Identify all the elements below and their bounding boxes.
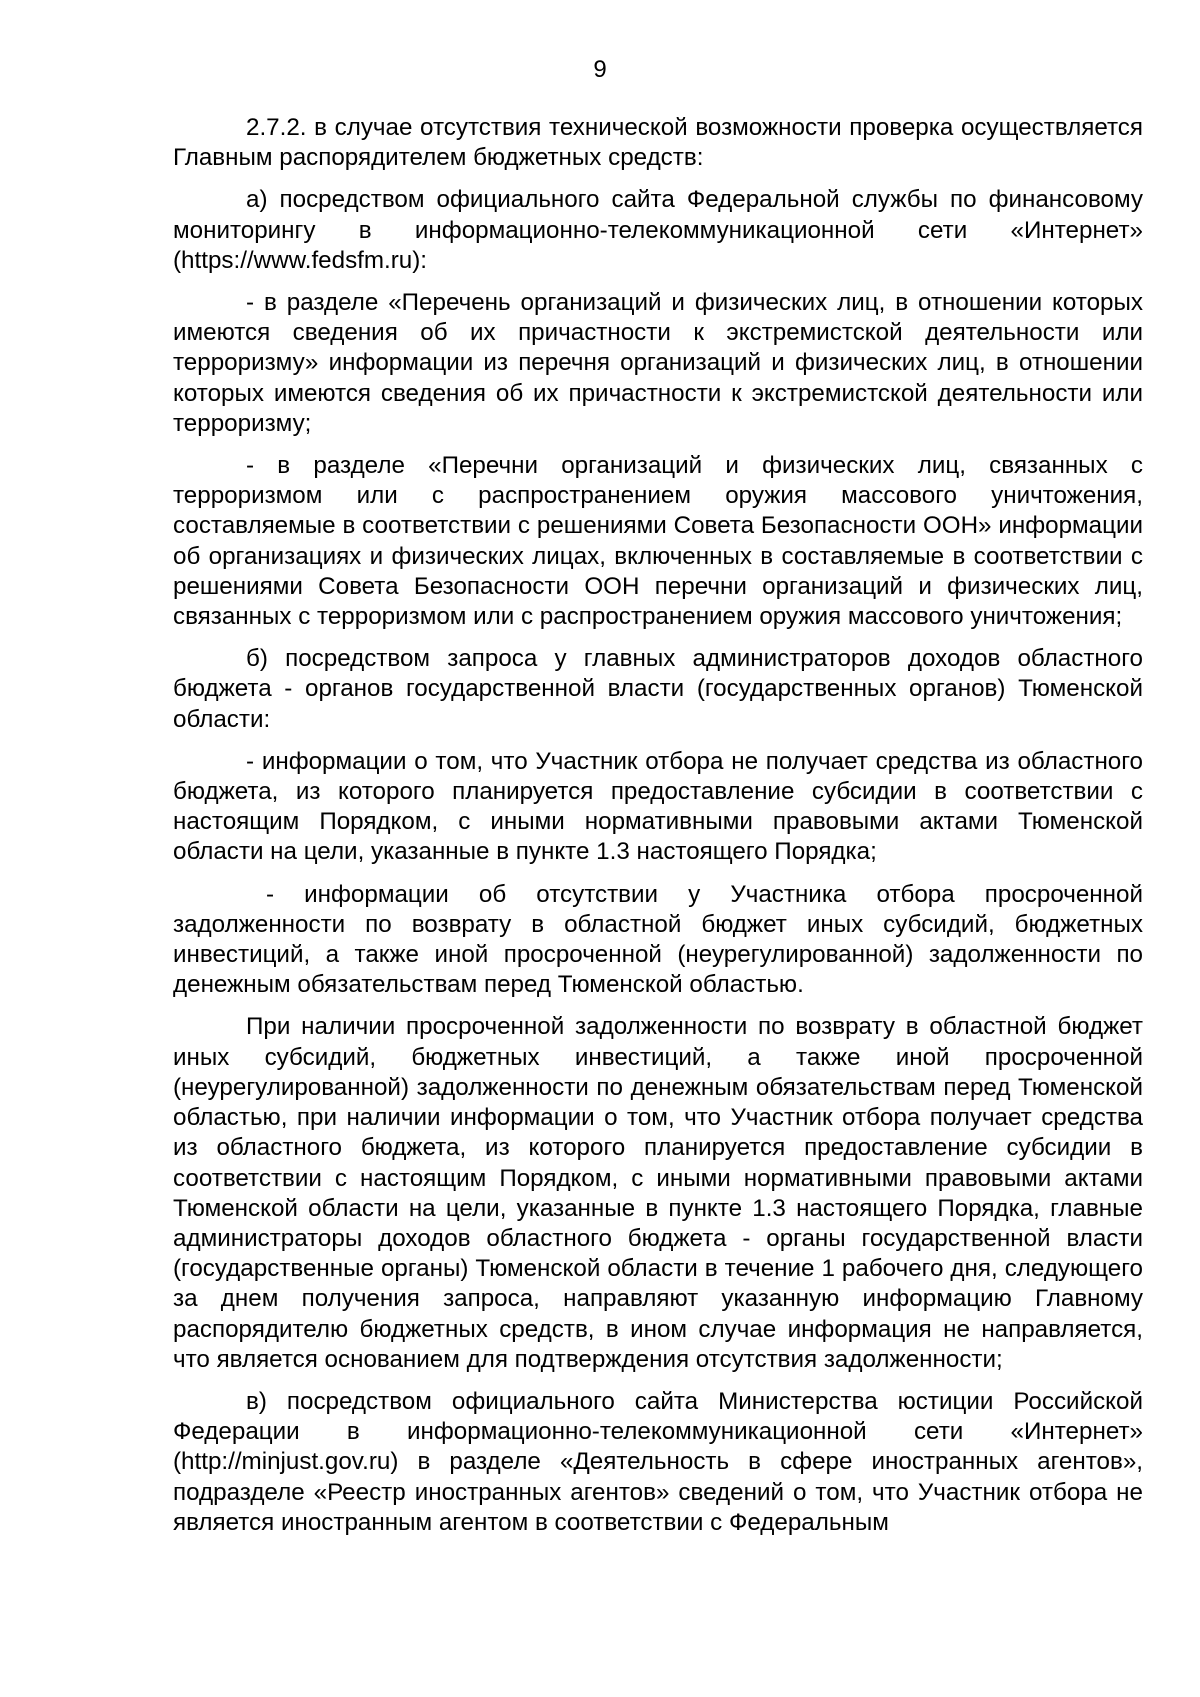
page-number: 9 <box>593 56 607 83</box>
paragraph-2-7-2: 2.7.2. в случае отсутствия технической возможности проверка осуществляется Главным распорядителем бюджетных средств: <box>173 114 1143 172</box>
paragraph-no-funds: - информации о том, что Участник отбора не получает средства из областного бюджета, из которого планируется предоставление субсидии в соответствии с настоящим Порядком, с иными нормативными правовыми актами Тюменской области на цели, указанные в пункте 1.3 настоящего Порядка; <box>173 747 1143 866</box>
paragraph-extremism-list: - в разделе «Перечень организаций и физических лиц, в отношении которых имеются сведения об их причастности к экстремистской деятельности или терроризму» информации из перечня организаций и физических лиц, в отношении которых имеются сведения об их причастности к экстремистской деятельности или терроризму; <box>173 289 1143 437</box>
paragraph-a-fedsfm: а) посредством официального сайта Федеральной службы по финансовому мониторингу в информационно-телекоммуникационной сети «Интернет» (https://www.fedsfm.ru): <box>173 186 1143 274</box>
paragraph-debt-procedure: При наличии просроченной задолженности по возврату в областной бюджет иных субсидий, бюджетных инвестиций, а также иной просроченной (неурегулированной) задолженности по денежным обязательствам перед Тюменской областью, при наличии информации о том, что Участник отбора получает средства из областного бюджета, из которого планируется предоставление субсидии в соответствии с настоящим Порядком, с иными нормативными правовыми актами Тюменской области на цели, указанные в пункте 1.3 настоящего Порядка, главные администраторы доходов областного бюджета - органы государственной власти (государственные органы) Тюменской области в течение 1 рабочего дня, следующего за днем получения запроса, направляют указанную информацию Главному распорядителю бюджетных средств, в ином случае информация не направляется, что является основанием для подтверждения отсутствия задолженности; <box>173 1013 1143 1373</box>
paragraph-b-request: б) посредством запроса у главных администраторов доходов областного бюджета - органов государственной власти (государственных органов) Тюменской области: <box>173 645 1143 733</box>
paragraph-no-debt: - информации об отсутствии у Участника отбора просроченной задолженности по возврату в областной бюджет иных субсидий, бюджетных инвестиций, а также иной просроченной (неурегулированной) задолженности по денежным обязательствам перед Тюменской областью. <box>173 880 1143 999</box>
paragraph-v-minjust: в) посредством официального сайта Министерства юстиции Российской Федерации в информационно-телекоммуникационной сети «Интернет» (http://minjust.gov.ru) в разделе «Деятельность в сфере иностранных агентов», подразделе «Реестр иностранных агентов» сведений о том, что Участник отбора не является иностранным агентом в соответствии с Федеральным <box>173 1387 1143 1536</box>
document-body <box>173 113 1143 1538</box>
paragraph-un-lists: - в разделе «Перечни организаций и физических лиц, связанных с терроризмом или с распространением оружия массового уничтожения, составляемые в соответствии с решениями Совета Безопасности ООН» информации об организациях и физических лицах, включенных в составляемые в соответствии с решениями Совета Безопасности ООН перечни организаций и физических лиц, связанных с терроризмом или с распространением оружия массового уничтожения; <box>173 452 1143 631</box>
